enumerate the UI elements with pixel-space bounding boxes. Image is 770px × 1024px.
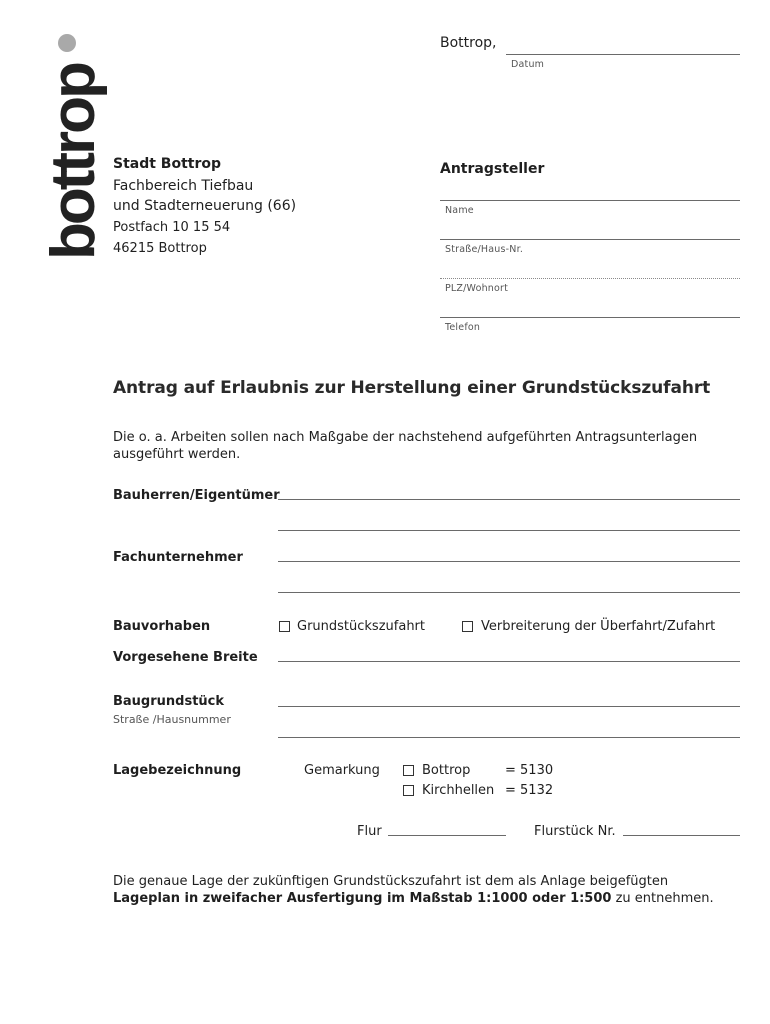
applicant-street-label: Straße/Haus-Nr. [445, 244, 524, 255]
plot-field-1[interactable] [278, 706, 740, 707]
applicant-name-label: Name [445, 205, 474, 216]
address-line-2: Fachbereich Tiefbau [113, 178, 254, 194]
address-line-3: und Stadterneuerung (66) [113, 198, 297, 214]
builder-field-1[interactable] [278, 499, 740, 500]
footer-end-text: zu entnehmen. [611, 891, 714, 906]
bottrop-option-label: Bottrop [422, 763, 471, 778]
footer-bold-text: Lageplan in zweifacher Ausfertigung im Maßstab 1:1000 oder 1:500 [113, 891, 612, 906]
plot-label: Baugrundstück [113, 694, 225, 709]
contractor-field-2[interactable] [278, 592, 740, 593]
applicant-city-field[interactable] [440, 278, 740, 279]
location-label: Lagebezeichnung [113, 763, 242, 778]
applicant-city-label: PLZ/Wohnort [445, 283, 509, 294]
project-label: Bauvorhaben [113, 619, 211, 634]
builder-field-2[interactable] [278, 530, 740, 531]
kirchhellen-code: = 5132 [505, 783, 554, 798]
contractor-label: Fachunternehmer [113, 550, 243, 565]
driveway-option-label: Grundstückszufahrt [297, 619, 425, 634]
applicant-street-field[interactable] [440, 239, 740, 240]
driveway-checkbox[interactable] [279, 621, 290, 632]
applicant-phone-label: Telefon [445, 322, 481, 333]
district-label: Gemarkung [304, 763, 380, 778]
footer-line-1: Die genaue Lage der zukünftigen Grundstückszufahrt ist dem als Anlage beigefügten [113, 874, 669, 889]
intro-line-2: ausgeführt werden. [113, 447, 241, 462]
width-field[interactable] [278, 661, 740, 662]
applicant-phone-field[interactable] [440, 317, 740, 318]
kirchhellen-option-label: Kirchhellen [422, 783, 495, 798]
bottrop-logo: bottrop [39, 64, 108, 260]
widening-checkbox[interactable] [462, 621, 473, 632]
contractor-field-1[interactable] [278, 561, 740, 562]
applicant-name-field[interactable] [440, 200, 740, 201]
flur-field[interactable] [388, 835, 506, 836]
form-title: Antrag auf Erlaubnis zur Herstellung einer Grundstückszufahrt [113, 378, 711, 398]
plot-field-2[interactable] [278, 737, 740, 738]
bottrop-checkbox[interactable] [403, 765, 414, 776]
address-line-5: 46215 Bottrop [113, 241, 207, 256]
parcel-label: Flurstück Nr. [534, 824, 616, 839]
intro-line-1: Die o. a. Arbeiten sollen nach Maßgabe der nachstehend aufgeführten Antragsunterlagen [113, 430, 698, 445]
builder-label: Bauherren/Eigentümer [113, 488, 280, 503]
applicant-heading: Antragsteller [440, 161, 545, 177]
width-label: Vorgesehene Breite [113, 650, 258, 665]
city-label: Bottrop, [440, 35, 497, 51]
logo-dot [58, 34, 76, 52]
footer-line-2 [113, 891, 714, 907]
address-line-4: Postfach 10 15 54 [113, 220, 231, 235]
plot-sublabel: Straße /Hausnummer [113, 713, 231, 726]
parcel-field[interactable] [623, 835, 740, 836]
date-label: Datum [511, 59, 545, 70]
address-line-1: Stadt Bottrop [113, 156, 222, 172]
flur-label: Flur [357, 824, 382, 839]
date-field[interactable] [506, 54, 740, 55]
widening-option-label: Verbreiterung der Überfahrt/Zufahrt [481, 619, 716, 634]
bottrop-code: = 5130 [505, 763, 554, 778]
kirchhellen-checkbox[interactable] [403, 785, 414, 796]
